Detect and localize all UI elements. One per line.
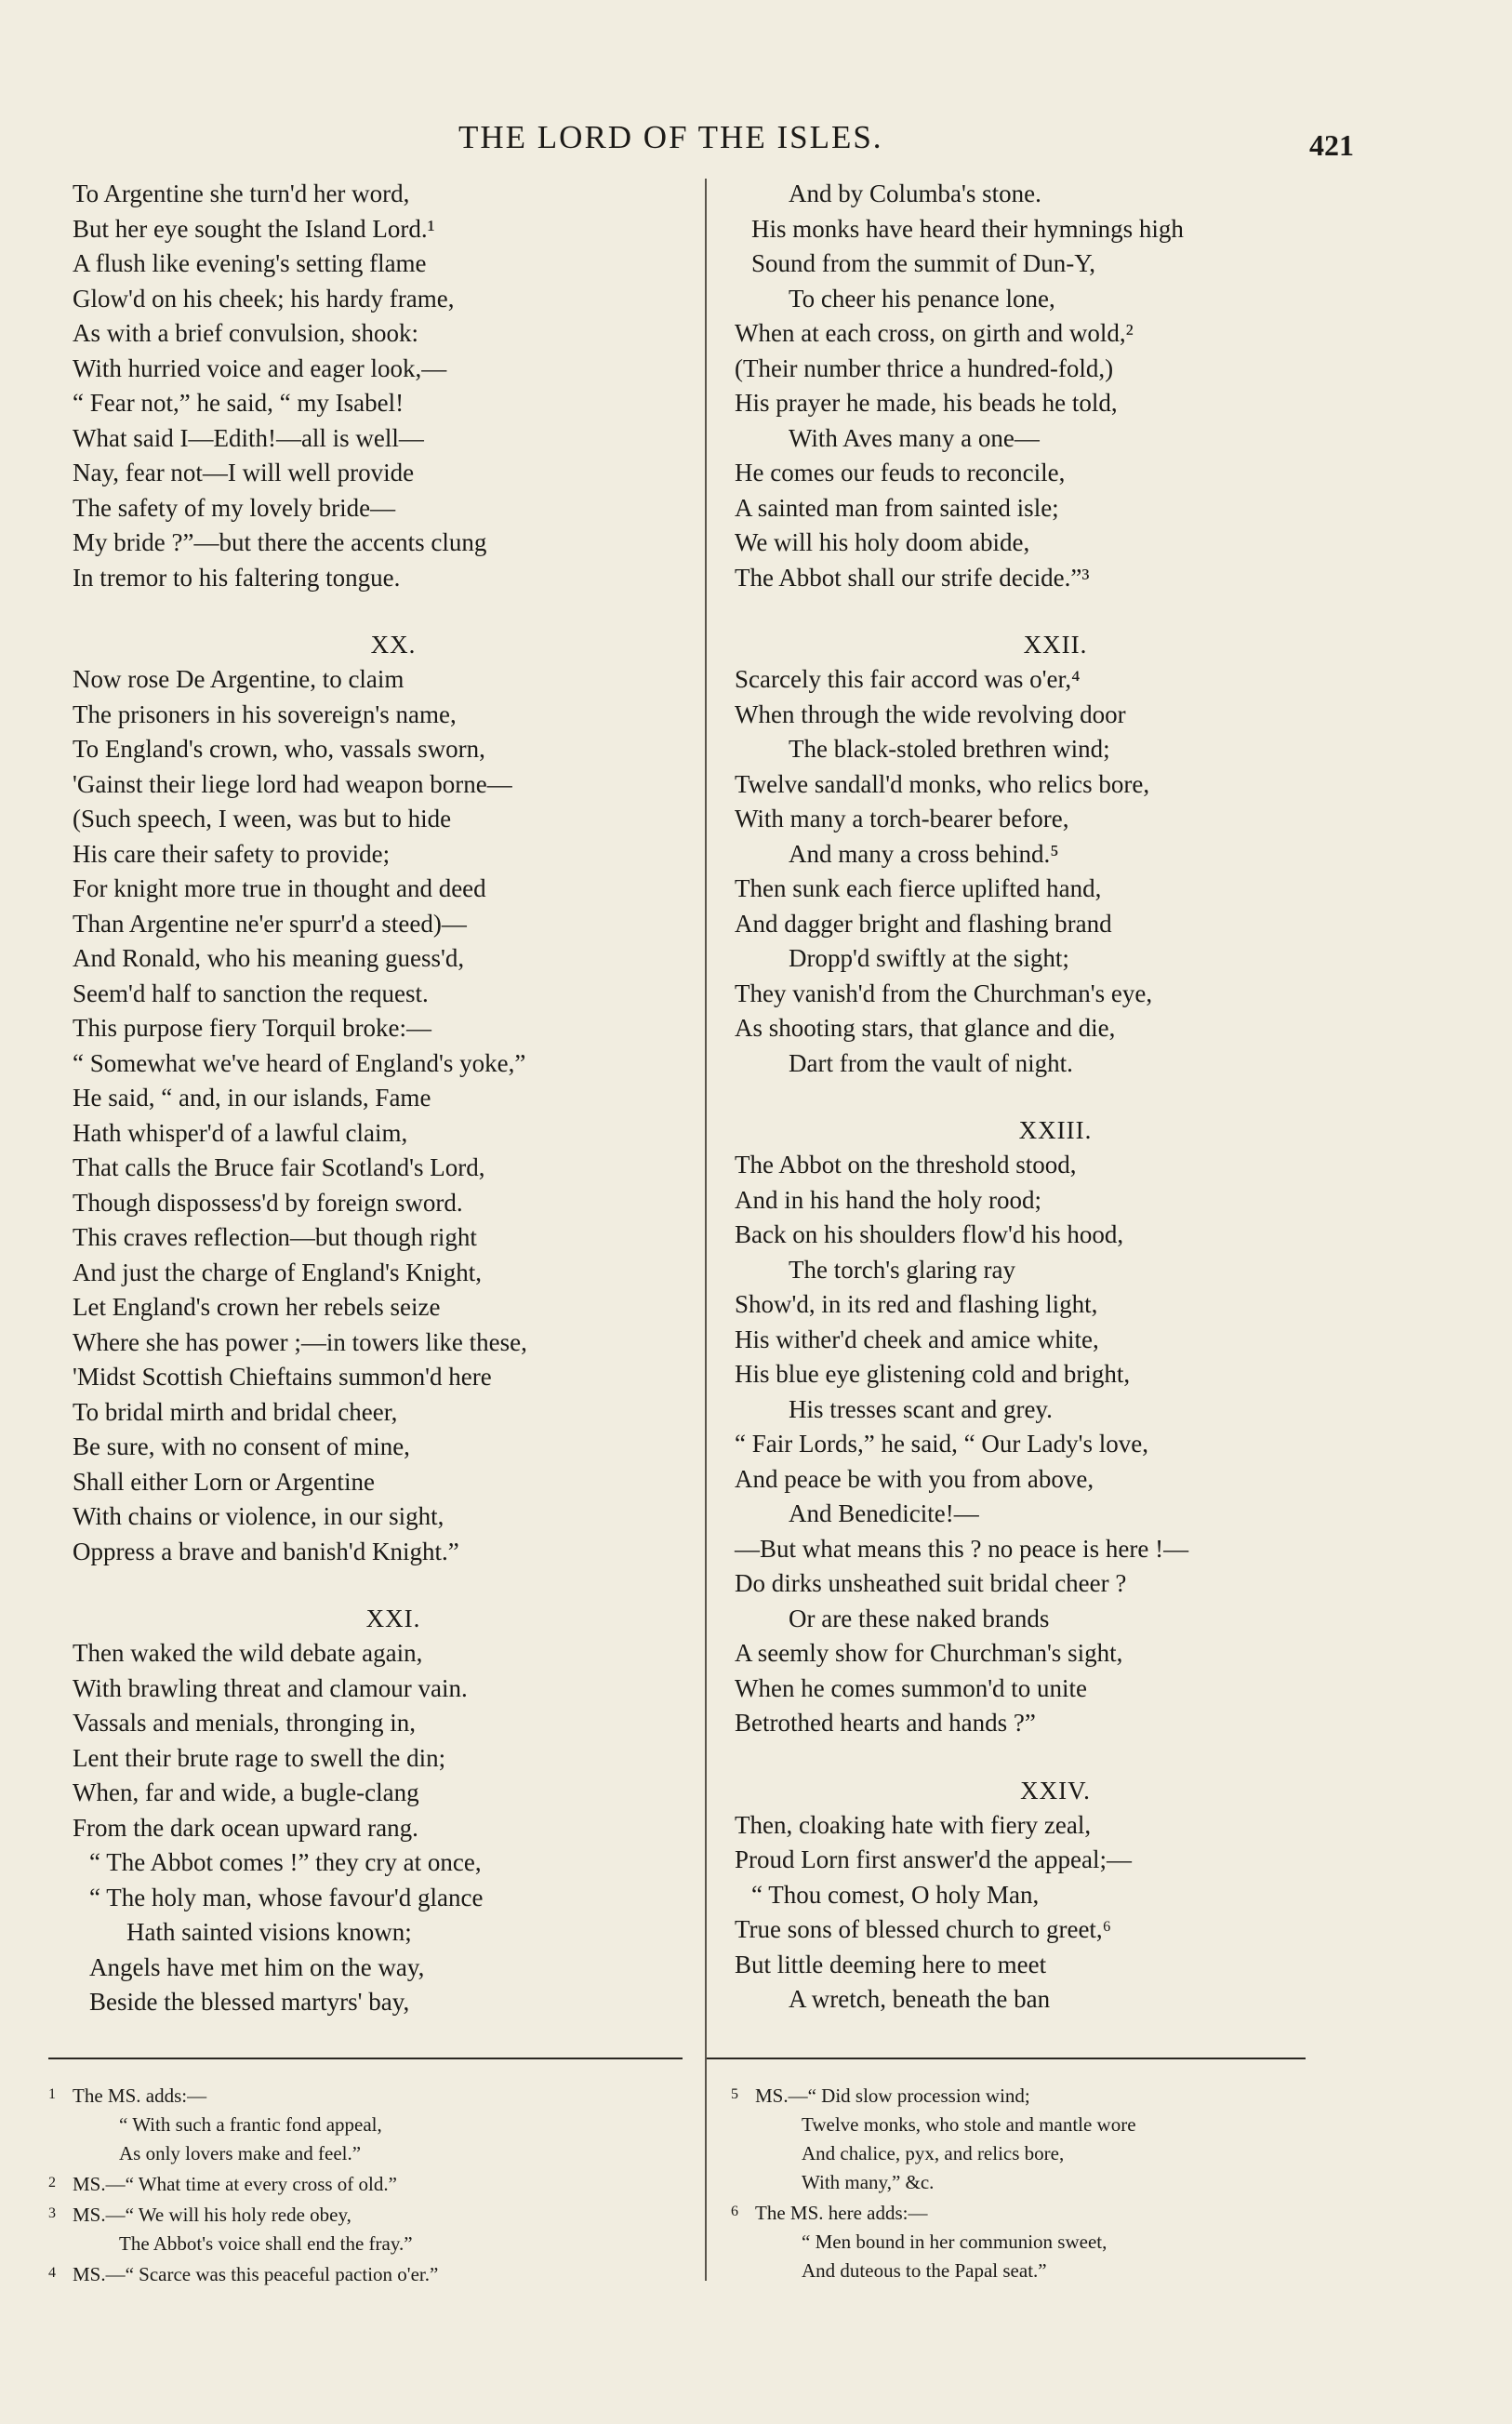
verse-line: “ Fear not,” he said, “ my Isabel!	[73, 389, 405, 417]
left-column	[73, 177, 714, 2020]
verse-line: Now rose De Argentine, to claim	[73, 665, 405, 693]
verse-line: The prisoners in his sovereign's name,	[73, 699, 457, 728]
stanza-heading: XXIII.	[1018, 1116, 1093, 1144]
footnote-text: The MS. adds:—	[73, 2084, 207, 2107]
verse-line: We will his holy doom abide,	[735, 528, 1030, 556]
verse-line: His blue eye glistening cold and bright,	[735, 1360, 1131, 1388]
verse-line: Beside the blessed martyrs' bay,	[89, 1988, 410, 2016]
verse-line: His wither'd cheek and amice white,	[735, 1325, 1099, 1353]
footnote-text: MS.—“ Did slow procession wind;	[755, 2084, 1030, 2107]
verse-line: Back on his shoulders flow'd his hood,	[735, 1220, 1124, 1248]
verse-line: To cheer his penance lone,	[789, 284, 1055, 313]
verse-line: For knight more true in thought and deed	[73, 874, 486, 902]
stanza-xx	[73, 627, 714, 1569]
verse-line: A wretch, beneath the ban	[789, 1985, 1051, 2013]
running-title: THE LORD OF THE ISLES.	[458, 119, 883, 155]
verse-line: This craves reflection—but though right	[73, 1223, 477, 1251]
verse-line: Sound from the summit of Dun-Y,	[751, 249, 1095, 277]
footnote	[731, 2197, 1326, 2228]
verse-line: Scarcely this fair accord was o'er,⁴	[735, 665, 1081, 693]
verse-line: “ Somewhat we've heard of England's yoke,”	[73, 1048, 526, 1077]
stanza-xxiv	[735, 1773, 1376, 2018]
verse-line: This purpose fiery Torquil broke:—	[73, 1014, 432, 1042]
verse-line: What said I—Edith!—all is well—	[73, 423, 424, 452]
footnote-text: MS.—“ Scarce was this peaceful paction o'er.”	[73, 2263, 439, 2285]
verse-line: To bridal mirth and bridal cheer,	[73, 1397, 398, 1426]
verse-line: 'Midst Scottish Chieftains summon'd here	[73, 1363, 492, 1391]
footnote-text: MS.—“ We will his holy rede obey,	[73, 2204, 351, 2226]
verse-line: And dagger bright and flashing brand	[735, 909, 1112, 938]
verse-line: Then waked the wild debate again,	[73, 1639, 423, 1667]
verse-line: With chains or violence, in our sight,	[73, 1502, 444, 1530]
verse-line: In tremor to his faltering tongue.	[73, 563, 401, 592]
verse-line: When he comes summon'd to unite	[735, 1673, 1088, 1702]
verse-line: The black-stoled brethren wind;	[789, 735, 1110, 763]
verse-line: With Aves many a one—	[789, 423, 1040, 452]
verse-line: Than Argentine ne'er spurr'd a steed)—	[73, 909, 467, 938]
footnote-line: Twelve monks, who stole and mantle wore	[802, 2113, 1136, 2136]
verse-line: Nay, fear not—I will well provide	[73, 459, 415, 486]
verse-line: True sons of blessed church to greet,⁶	[735, 1915, 1112, 1943]
footnote-number: 2	[48, 2175, 56, 2191]
verse-line: The Abbot shall our strife decide.”³	[735, 563, 1090, 592]
verse-line: And Benedicite!—	[789, 1499, 979, 1527]
verse-line: Hath sainted visions known;	[126, 1918, 412, 1946]
verse-line: Do dirks unsheathed suit bridal cheer ?	[735, 1569, 1127, 1597]
footnote	[48, 2080, 690, 2111]
verse-line: To England's crown, who, vassals sworn,	[73, 735, 485, 763]
verse-line: When at each cross, on girth and wold,²	[735, 319, 1134, 347]
verse-line: Dart from the vault of night.	[789, 1048, 1073, 1077]
footnote-text: The MS. here adds:—	[755, 2202, 928, 2224]
stanza-heading: XXI.	[365, 1605, 421, 1632]
verse-line: Let England's crown her rebels seize	[73, 1293, 441, 1321]
verse-line: Show'd, in its red and flashing light,	[735, 1290, 1098, 1318]
verse-line: —But what means this ? no peace is here !—	[735, 1534, 1189, 1563]
verse-line: The torch's glaring ray	[789, 1255, 1016, 1284]
stanza-xxiii	[735, 1112, 1376, 1741]
verse-line: He comes our feuds to reconcile,	[735, 459, 1066, 486]
footnotes-left	[48, 2080, 690, 2289]
verse-line: Be sure, with no consent of mine,	[73, 1432, 410, 1460]
footnote	[48, 2199, 690, 2230]
stanza-continuation	[73, 177, 714, 595]
stanza-heading: XX.	[370, 631, 417, 659]
footnote-line: And chalice, pyx, and relics bore,	[802, 2142, 1065, 2164]
verse-line: Then sunk each fierce uplifted hand,	[735, 874, 1102, 902]
footnote-number: 1	[48, 2086, 56, 2102]
verse-line: And Ronald, who his meaning guess'd,	[73, 944, 465, 972]
verse-line: And peace be with you from above,	[735, 1464, 1094, 1493]
footnote-line: The Abbot's voice shall end the fray.”	[119, 2232, 413, 2255]
footnote-rule	[48, 2058, 683, 2059]
footnote-line: And duteous to the Papal seat.”	[802, 2259, 1047, 2282]
verse-line: With hurried voice and eager look,—	[73, 353, 447, 382]
footnote-line: As only lovers make and feel.”	[119, 2142, 362, 2164]
verse-line: But little deeming here to meet	[735, 1950, 1047, 1978]
verse-line: And just the charge of England's Knight,	[73, 1258, 483, 1286]
footnote	[48, 2168, 690, 2199]
verse-line: Vassals and menials, thronging in,	[73, 1709, 416, 1737]
verse-line: Hath whisper'd of a lawful claim,	[73, 1118, 408, 1147]
stanza-xxii	[735, 627, 1376, 1081]
verse-line: The safety of my lovely bride—	[73, 493, 396, 522]
verse-line: Angels have met him on the way,	[89, 1952, 425, 1981]
verse-line: Glow'd on his cheek; his hardy frame,	[73, 284, 455, 313]
verse-line: And in his hand the holy rood;	[735, 1185, 1041, 1214]
verse-line: Shall either Lorn or Argentine	[73, 1467, 375, 1496]
verse-line: Betrothed hearts and hands ?”	[735, 1709, 1036, 1737]
footnote-line: “ With such a frantic fond appeal,	[119, 2113, 382, 2136]
footnotes-right	[731, 2080, 1326, 2285]
verse-line: Though dispossess'd by foreign sword.	[73, 1188, 463, 1217]
verse-line: With brawling threat and clamour vain.	[73, 1673, 468, 1702]
footnote-rule	[707, 2058, 1306, 2059]
verse-line: A seemly show for Churchman's sight,	[735, 1639, 1123, 1667]
verse-line: “ Fair Lords,” he said, “ Our Lady's love,	[735, 1430, 1148, 1458]
verse-line: When through the wide revolving door	[735, 699, 1126, 728]
footnote	[731, 2080, 1326, 2111]
page-header	[0, 119, 1512, 166]
verse-line: “ The holy man, whose favour'd glance	[89, 1883, 484, 1911]
verse-line: A sainted man from sainted isle;	[735, 493, 1059, 522]
verse-line: My bride ?”—but there the accents clung	[73, 528, 487, 556]
verse-line: With many a torch-bearer before,	[735, 805, 1069, 832]
verse-line: Dropp'd swiftly at the sight;	[789, 944, 1069, 972]
verse-line: Proud Lorn first answer'd the appeal;—	[735, 1845, 1133, 1873]
footnote-number: 5	[731, 2086, 738, 2102]
verse-line: Then, cloaking hate with fiery zeal,	[735, 1810, 1092, 1839]
verse-line: That calls the Bruce fair Scotland's Lord,	[73, 1153, 485, 1181]
verse-line: His tresses scant and grey.	[789, 1394, 1053, 1423]
verse-line: When, far and wide, a bugle-clang	[73, 1778, 419, 1806]
right-column	[735, 177, 1376, 2018]
footnote-number: 4	[48, 2265, 56, 2281]
footnote-line: “ Men bound in her communion sweet,	[802, 2231, 1107, 2253]
verse-line: (Such speech, I ween, was but to hide	[73, 805, 452, 832]
verse-line: “ The Abbot comes !” they cry at once,	[89, 1848, 482, 1876]
verse-line: His prayer he made, his beads he told,	[735, 389, 1118, 417]
footnote-line: With many,” &c.	[802, 2171, 935, 2193]
footnote-number: 3	[48, 2205, 56, 2221]
footnote-text: MS.—“ What time at every cross of old.”	[73, 2173, 397, 2195]
verse-line: As shooting stars, that glance and die,	[735, 1014, 1116, 1042]
verse-line: But her eye sought the Island Lord.¹	[73, 214, 435, 243]
footnote-number: 6	[731, 2204, 738, 2219]
verse-line: To Argentine she turn'd her word,	[73, 180, 410, 207]
verse-line: His care their safety to provide;	[73, 839, 391, 868]
footnote	[48, 2258, 690, 2289]
verse-line: Oppress a brave and banish'd Knight.”	[73, 1537, 459, 1565]
verse-line: Or are these naked brands	[789, 1604, 1050, 1632]
stanza-xxi	[73, 1601, 714, 2020]
verse-line: A flush like evening's setting flame	[73, 249, 427, 277]
verse-line: And many a cross behind.⁵	[789, 839, 1059, 868]
verse-line: He said, “ and, in our islands, Fame	[73, 1084, 431, 1112]
verse-line: His monks have heard their hymnings high	[751, 214, 1184, 243]
verse-line: Lent their brute rage to swell the din;	[73, 1743, 446, 1772]
stanza-heading: XXII.	[1023, 631, 1088, 659]
verse-line: The Abbot on the threshold stood,	[735, 1151, 1077, 1179]
verse-line: Where she has power ;—in towers like these,	[73, 1327, 527, 1356]
stanza-continuation	[735, 177, 1376, 595]
verse-line: “ Thou comest, O holy Man,	[751, 1880, 1040, 1909]
verse-line: They vanish'd from the Churchman's eye,	[735, 979, 1153, 1007]
verse-line: Twelve sandall'd monks, who relics bore,	[735, 769, 1150, 798]
verse-line: And by Columba's stone.	[789, 180, 1041, 207]
verse-line: As with a brief convulsion, shook:	[73, 319, 418, 347]
verse-line: Seem'd half to sanction the request.	[73, 979, 429, 1007]
verse-line: From the dark ocean upward rang.	[73, 1813, 418, 1842]
stanza-heading: XXIV.	[1020, 1776, 1091, 1805]
verse-line: 'Gainst their liege lord had weapon borne—	[73, 769, 512, 798]
page-number: 421	[1309, 128, 1354, 162]
verse-line: (Their number thrice a hundred-fold,)	[735, 353, 1114, 382]
